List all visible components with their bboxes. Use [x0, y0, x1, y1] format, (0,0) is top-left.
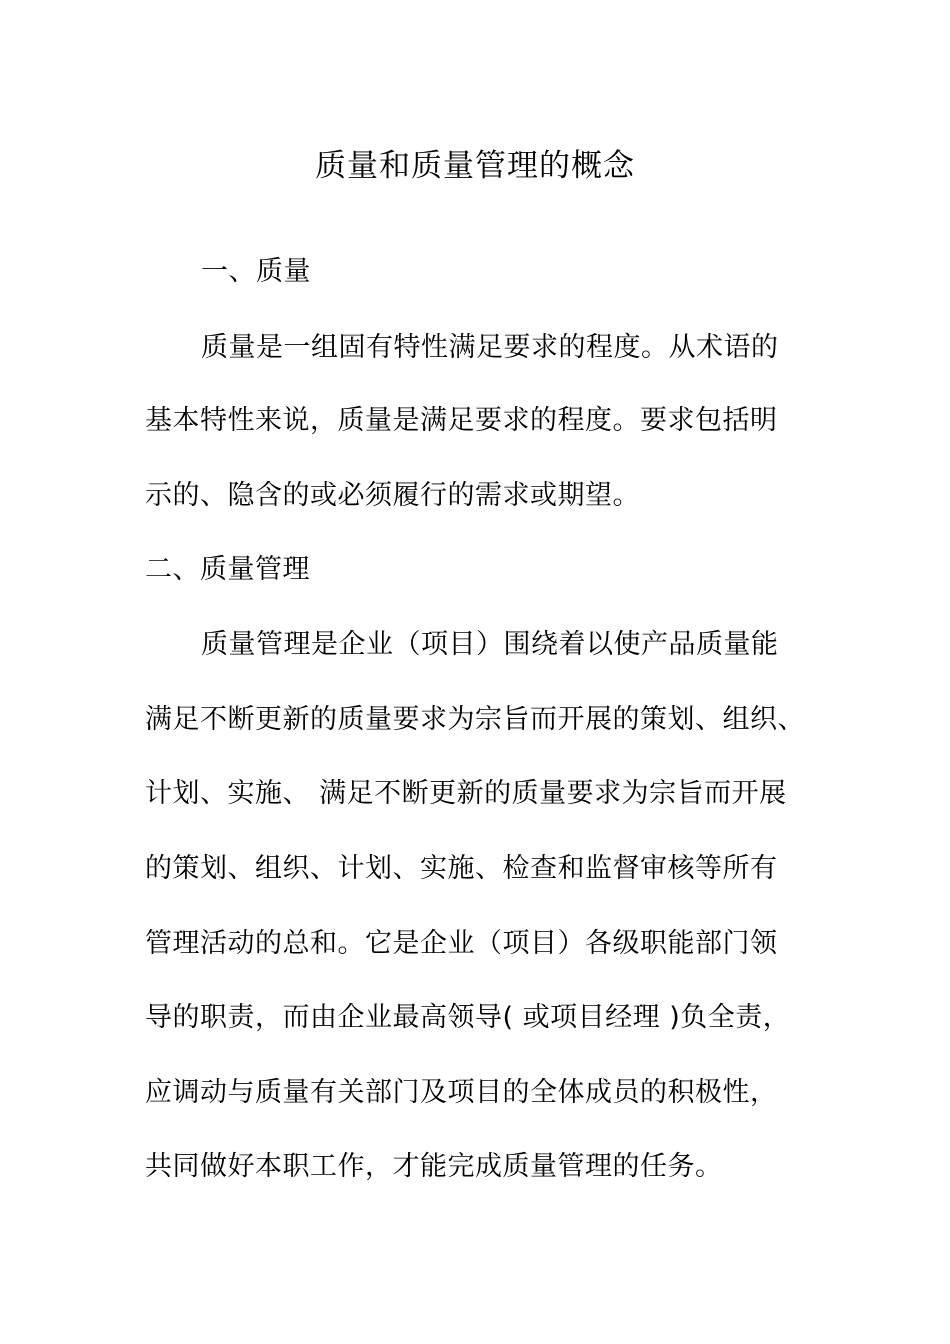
paragraph-line: 满足不断更新的质量要求为宗旨而开展的策划、组织、 [145, 704, 805, 735]
paragraph-line: 示的、隐含的或必须履行的需求或期望。 [145, 480, 640, 511]
document-title: 质量和质量管理的概念 [315, 148, 635, 184]
section-heading-quality: 一、质量 [201, 256, 311, 287]
section-heading-quality-management: 二、质量管理 [145, 554, 310, 585]
paragraph-line: 共同做好本职工作，才能完成质量管理的任务。 [145, 1151, 723, 1182]
paragraph-line: 质量管理是企业（项目）围绕着以使产品质量能 [201, 629, 779, 660]
paragraph-line: 基本特性来说，质量是满足要求的程度。要求包括明 [145, 405, 778, 436]
paragraph-line: 质量是一组固有特性满足要求的程度。从术语的 [201, 332, 779, 363]
paragraph-line: 应调动与质量有关部门及项目的全体成员的积极性， [145, 1077, 778, 1108]
paragraph-line: 管理活动的总和。它是企业（项目）各级职能部门领 [145, 928, 778, 959]
paragraph-line: 导的职责，而由企业最高领导( 或项目经理 )负全责， [145, 1002, 791, 1033]
paragraph-line: 计划、实施、 满足不断更新的质量要求为宗旨而开展 [145, 778, 787, 809]
paragraph-line: 的策划、组织、计划、实施、检查和监督审核等所有 [145, 853, 778, 884]
